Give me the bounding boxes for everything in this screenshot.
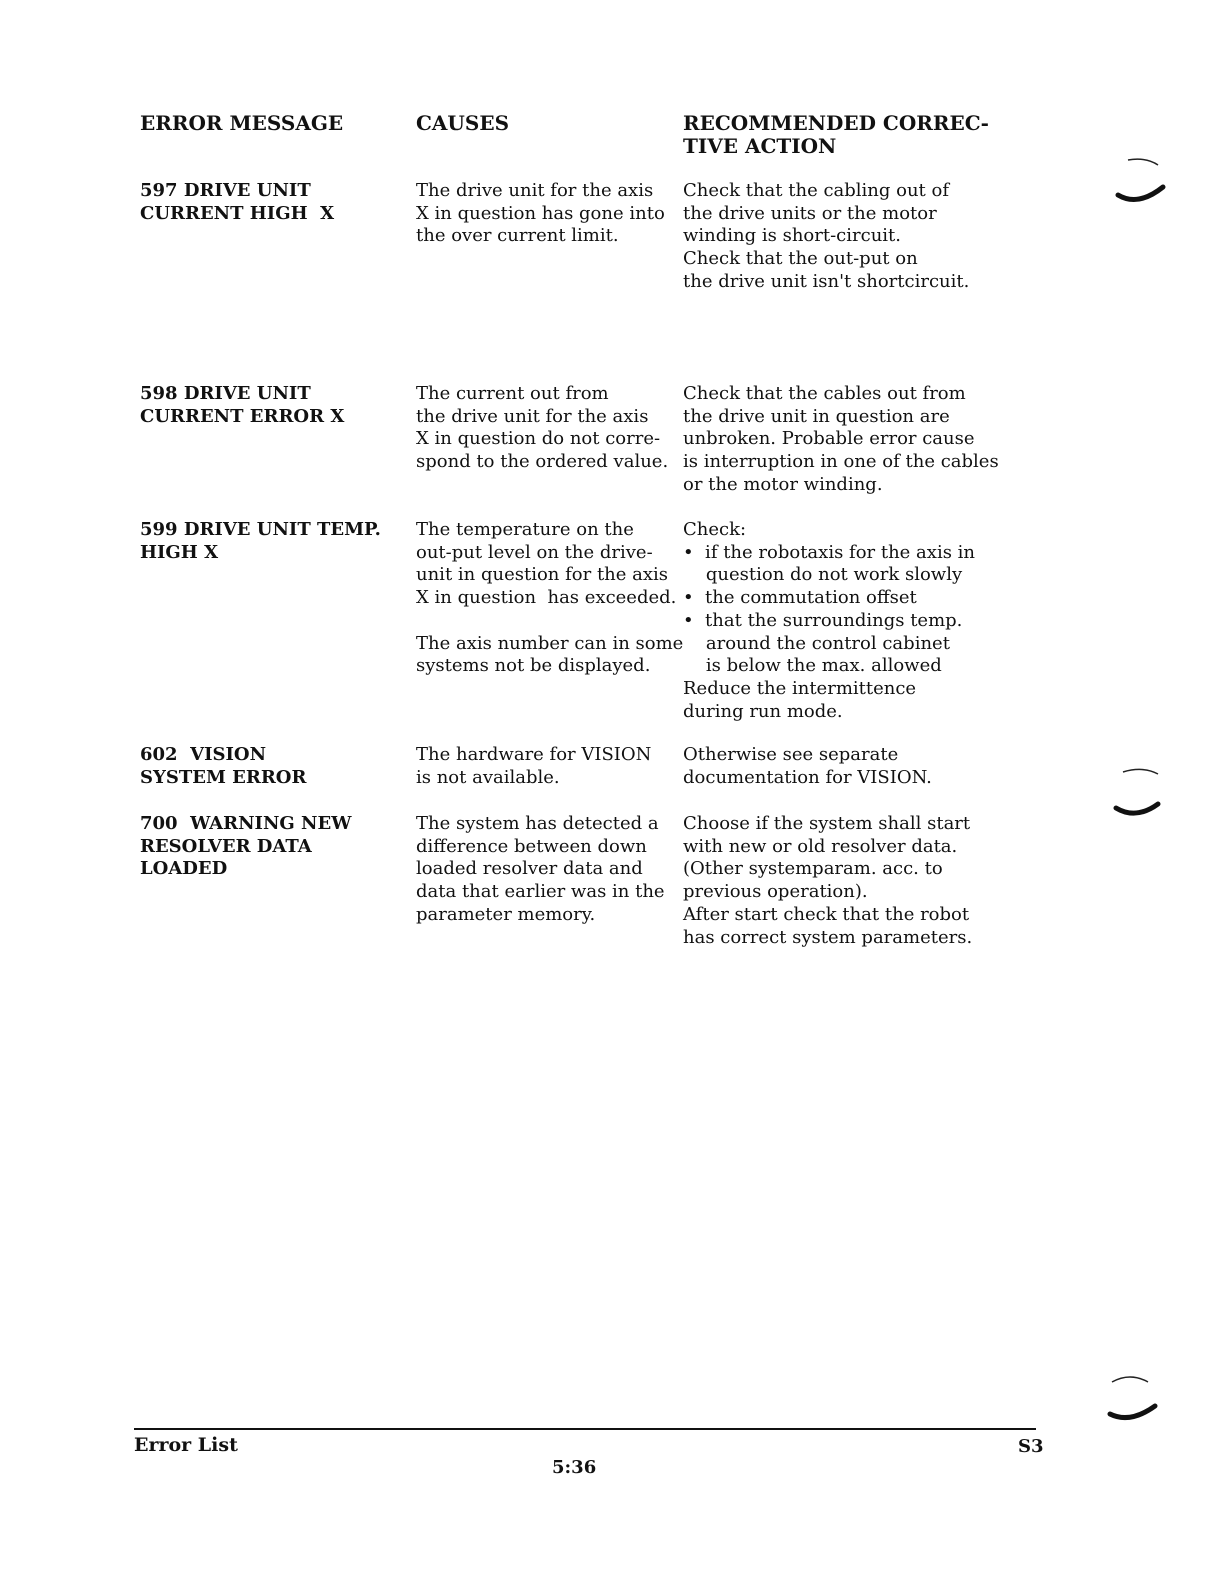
action-602: Otherwise see separate documentation for VISION. — [683, 744, 932, 788]
error-message-602: 602 VISION SYSTEM ERROR — [140, 744, 307, 788]
error-message-597: 597 DRIVE UNIT CURRENT HIGH X — [140, 180, 335, 224]
footer-divider — [134, 1428, 1036, 1430]
causes-597: The drive unit for the axis X in question has gone into the over current limit. — [416, 180, 665, 247]
binder-hole-mark-top — [1108, 155, 1168, 215]
action-598: Check that the cables out from the drive unit in question are unbroken. Probable error cause is interruption in one of the cables or the motor winding. — [683, 383, 999, 495]
page-number: 5:36 — [552, 1457, 597, 1478]
error-message-598: 598 DRIVE UNIT CURRENT ERROR X — [140, 383, 345, 427]
column-header-causes: CAUSES — [416, 111, 510, 135]
action-700: Choose if the system shall start with new or old resolver data. (Other systemparam. acc. to previous operation). After start check that the robot has correct system parameters. — [683, 813, 973, 948]
column-header-error-message: ERROR MESSAGE — [140, 111, 344, 135]
action-597: Check that the cabling out of the drive units or the motor winding is short-circuit. Check that the out-put on the drive unit isn't shortcircuit. — [683, 180, 970, 292]
footer-chapter-code: S3 — [1018, 1436, 1044, 1457]
causes-599: The temperature on the out-put level on the drive- unit in question for the axis X in question has exceeded. The axis number can in some systems not be displayed. — [416, 519, 684, 677]
error-message-700: 700 WARNING NEW RESOLVER DATA LOADED — [140, 813, 352, 880]
binder-hole-mark-bottom — [1100, 1370, 1170, 1440]
column-header-corrective-action: RECOMMENDED CORREC- TIVE ACTION — [683, 111, 989, 158]
causes-700: The system has detected a difference between down loaded resolver data and data that earlier was in the parameter memory. — [416, 813, 665, 925]
binder-hole-mark-middle — [1108, 760, 1168, 830]
footer-section-title: Error List — [134, 1434, 238, 1456]
causes-598: The current out from the drive unit for the axis X in question do not corre- spond to the ordered value. — [416, 383, 669, 473]
action-599: Check: • if the robotaxis for the axis in question do not work slowly • the commutation offset • that the surroundings temp. around the control cabinet is below the max. allowed Reduce the intermittence during run mode. — [683, 519, 976, 722]
error-message-599: 599 DRIVE UNIT TEMP. HIGH X — [140, 519, 381, 563]
causes-602: The hardware for VISION is not available. — [416, 744, 652, 788]
